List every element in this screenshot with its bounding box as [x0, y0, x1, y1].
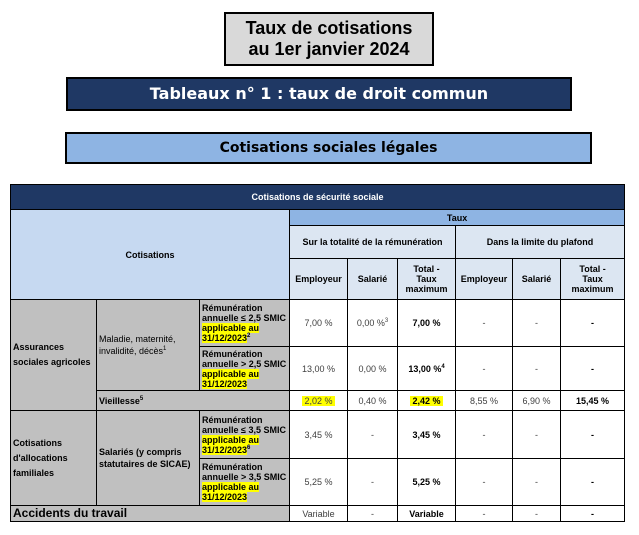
rate-cell: 2,42 %: [398, 391, 456, 411]
rate-cell: 13,00 %: [290, 347, 348, 391]
rate-cell: -: [561, 506, 625, 522]
condition-cell: Rémunération annuelle ≤ 2,5 SMIC applicable au 31/12/2023$^2$: [200, 300, 290, 347]
cotisations-header: Cotisations: [11, 210, 290, 300]
title-line-2: au 1er janvier 2024: [248, 39, 410, 59]
vieillesse-label: Vieillesse$^5$: [97, 391, 290, 411]
rate-cell: 13,00 %$^4$: [398, 347, 456, 391]
rate-cell: Variable: [290, 506, 348, 522]
rate-cell: 7,00 %: [290, 300, 348, 347]
total-plafond-header: Total - Taux maximum: [561, 259, 625, 300]
rate-cell: -: [561, 411, 625, 459]
plafond-header: Dans la limite du plafond: [456, 226, 625, 259]
rate-cell: 2,02 %: [290, 391, 348, 411]
rate-cell: 0,00 %$^3$: [348, 300, 398, 347]
rate-cell: -: [561, 300, 625, 347]
rate-cell: -: [456, 411, 513, 459]
rate-cell: 5,25 %: [290, 459, 348, 506]
rate-cell: -: [348, 459, 398, 506]
rate-cell: -: [348, 411, 398, 459]
rate-cell: -: [456, 459, 513, 506]
group-allocations: Cotisations d'allocations familiales: [11, 411, 97, 506]
rate-cell: Variable: [398, 506, 456, 522]
taux-header: Taux: [290, 210, 625, 226]
rate-cell: -: [513, 411, 561, 459]
rate-cell: 8,55 %: [456, 391, 513, 411]
rate-cell: 15,45 %: [561, 391, 625, 411]
document-title: [224, 12, 434, 66]
table-banner: Tableaux n° 1 : taux de droit commun: [66, 77, 572, 111]
group-assurances: Assurances sociales agricoles: [11, 300, 97, 411]
condition-cell: Rémunération annuelle > 2,5 SMIC applicable au 31/12/2023: [200, 347, 290, 391]
salarie-header: Salarié: [348, 259, 398, 300]
section-banner: Cotisations sociales légales: [65, 132, 592, 164]
cotisations-table: [10, 184, 625, 522]
rate-cell: -: [513, 300, 561, 347]
rate-cell: 3,45 %: [290, 411, 348, 459]
rate-cell: 5,25 %: [398, 459, 456, 506]
title-line-1: Taux de cotisations: [245, 18, 413, 38]
salarie-plafond-header: Salarié: [513, 259, 561, 300]
condition-cell: Rémunération annuelle ≤ 3,5 SMIC applicable au 31/12/2023$^6$: [200, 411, 290, 459]
rate-cell: 0,40 %: [348, 391, 398, 411]
rate-cell: 0,00 %: [348, 347, 398, 391]
rate-cell: -: [456, 347, 513, 391]
salaries-label: Salariés (y compris statutaires de SICAE): [97, 411, 200, 506]
rate-cell: -: [456, 300, 513, 347]
rate-cell: -: [561, 347, 625, 391]
rate-cell: 7,00 %: [398, 300, 456, 347]
rate-cell: -: [513, 506, 561, 522]
employeur-plafond-header: Employeur: [456, 259, 513, 300]
rate-cell: 6,90 %: [513, 391, 561, 411]
rate-cell: -: [456, 506, 513, 522]
rate-cell: -: [513, 347, 561, 391]
rate-cell: -: [561, 459, 625, 506]
rate-cell: -: [513, 459, 561, 506]
condition-cell: Rémunération annuelle > 3,5 SMIC applicable au 31/12/2023: [200, 459, 290, 506]
total-header: Total - Taux maximum: [398, 259, 456, 300]
rate-cell: 3,45 %: [398, 411, 456, 459]
maladie-label: Maladie, maternité, invalidité, décès$^1$: [97, 300, 200, 391]
rate-cell: -: [348, 506, 398, 522]
totalite-header: Sur la totalité de la rémunération: [290, 226, 456, 259]
table-title: Cotisations de sécurité sociale: [11, 185, 625, 210]
employeur-header: Employeur: [290, 259, 348, 300]
group-accidents: Accidents du travail: [11, 506, 290, 522]
